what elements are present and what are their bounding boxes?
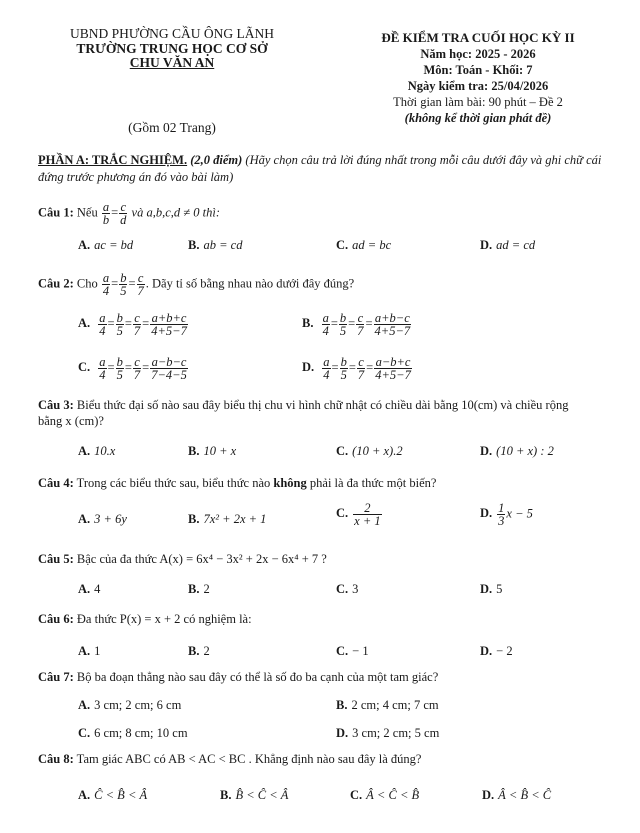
question-7-text: Bộ ba đoạn thẳng nào sau đây có thể là số đo ba cạnh của một tam giác? (73, 670, 439, 684)
section-title: PHẦN A: TRẮC NGHIỆM. (38, 153, 188, 167)
q6-option-d: D. − 2 (480, 644, 513, 658)
q3-option-b: B. 10 + x (188, 444, 237, 458)
q1-option-a: A. ac = bd (78, 238, 134, 252)
question-6-text: Đa thức P(x) = x + 2 có nghiệm là: (73, 612, 252, 626)
question-2-post: . Dãy tỉ số bằng nhau nào dưới đây đúng? (145, 276, 355, 291)
q7-option-a: A. 3 cm; 2 cm; 6 cm (78, 698, 182, 712)
fraction-c-d: $\frac{c}{d}$ (120, 200, 127, 227)
subject: Môn: Toán - Khối: 7 (423, 63, 533, 77)
question-5-label: Câu 5: (38, 552, 74, 566)
question-7-label: Câu 7: (38, 670, 74, 684)
question-6-label: Câu 6: (38, 612, 74, 626)
q5-option-a: A. 4 (78, 582, 101, 596)
q5-option-c: C. 3 (336, 582, 359, 596)
question-1-post: và a,b,c,d ≠ 0 thì: (131, 205, 220, 220)
q2-option-b: B. $\frac{a}{4}$ = $\frac{b}{5}$ = $\frac{c}{7}$ = $\frac{a+b-c}{4+5-7}$ (302, 311, 411, 338)
q7-option-c: C. 6 cm; 8 cm; 10 cm (78, 726, 188, 740)
exam-time-note: (không kể thời gian phát đề) (404, 111, 552, 125)
q4-option-c: C. $\frac{2}{x + 1}$ (336, 501, 381, 528)
exam-time: Thời gian làm bài: 90 phút – Đề 2 (393, 95, 563, 109)
question-4-text-b: phải là đa thức một biến? (306, 476, 437, 490)
q8-option-a: A. Ĉ < B̂ < Â (78, 788, 148, 802)
exam-title: ĐỀ KIỂM TRA CUỐI HỌC KỲ II (381, 30, 575, 45)
question-6 (38, 612, 252, 627)
fraction-a-b: $\frac{a}{b}$ (102, 200, 110, 227)
q6-option-c: C. − 1 (336, 644, 369, 658)
q3-option-d: D. (10 + x) : 2 (480, 444, 554, 458)
q1-option-d: D. ad = cd (480, 238, 536, 252)
school-district: UBND PHƯỜNG CẦU ÔNG LÃNH (70, 26, 274, 41)
q3-option-c: C. (10 + x).2 (336, 444, 403, 458)
eq-sign: = (111, 205, 119, 220)
q5-option-d: D. 5 (480, 582, 503, 596)
q7-option-d: D. 3 cm; 2 cm; 5 cm (336, 726, 440, 740)
page-count: (Gồm 02 Trang) (128, 120, 216, 135)
school-year: Năm học: 2025 - 2026 (420, 47, 536, 61)
question-1-label: Câu 1: (38, 205, 74, 220)
question-5 (38, 552, 327, 567)
question-3-text: Biểu thức đại số nào sau đây biểu thị chu vi hình chữ nhật có chiều dài bằng 10(cm) và chiều rộng (73, 398, 569, 412)
q2-option-a: A. $\frac{a}{4}$ = $\frac{b}{5}$ = $\frac{c}{7}$ = $\frac{a+b+c}{4+5-7}$ (78, 311, 187, 338)
q4-option-b: B. 7x² + 2x + 1 (188, 512, 267, 526)
q4-option-a: A. 3 + 6y (78, 512, 127, 526)
q8-option-d: D. Â < B̂ < Ĉ (482, 788, 552, 802)
school-name-2: CHU VĂN AN (129, 55, 215, 70)
q6-option-a: A. 1 (78, 644, 101, 658)
q1-option-b: B. ab = cd (188, 238, 243, 252)
question-4-text-a: Trong các biểu thức sau, biểu thức nào (73, 476, 274, 490)
q4-option-d: D. $\frac{1}{3}$ x − 5 (480, 501, 533, 528)
q8-option-b: B. B̂ < Ĉ < Â (220, 788, 289, 802)
q1-option-c: C. ad = bc (336, 238, 392, 252)
q7-option-b: B. 2 cm; 4 cm; 7 cm (336, 698, 439, 712)
section-instruction: (Hãy chọn câu trả lời đúng nhất trong mỗi câu dưới đây và ghi chữ cái đứng trước phương án đó vào bài làm) (38, 153, 602, 184)
section-heading (38, 152, 618, 186)
q8-option-c: C. Â < Ĉ < B̂ (350, 788, 420, 802)
question-3 (38, 398, 568, 413)
question-5-text: Bậc của đa thức A(x) = 6x⁴ − 3x² + 2x − 6x⁴ + 7 ? (73, 552, 327, 566)
question-8-label: Câu 8: (38, 752, 74, 766)
section-points: (2,0 điểm) (187, 153, 246, 167)
question-2-pre: Cho (73, 276, 101, 291)
question-3-label: Câu 3: (38, 398, 74, 412)
question-7 (38, 670, 438, 685)
q2-option-d: D. $\frac{a}{4}$ = $\frac{b}{5}$ = $\frac{c}{7}$ = $\frac{a-b+c}{4+5-7}$ (302, 355, 411, 382)
question-1-pre: Nếu (73, 205, 101, 220)
question-1 (38, 201, 220, 226)
question-2: Câu 2: Cho $\frac{a}{4}$ = $\frac{b}{5}$ = $\frac{c}{7}$ . Dãy tỉ số bằng nhau nào dưới đây đúng? (38, 271, 355, 298)
question-4 (38, 476, 436, 491)
question-4-label: Câu 4: (38, 476, 74, 490)
q2-option-c: C. $\frac{a}{4}$ = $\frac{b}{5}$ = $\frac{c}{7}$ = $\frac{a-b-c}{7-4-5}$ (78, 355, 187, 382)
school-name: TRƯỜNG TRUNG HỌC CƠ SỞ (76, 41, 268, 56)
question-8 (38, 752, 421, 767)
question-8-text: Tam giác ABC có AB < AC < BC . Khẳng định nào sau đây là đúng? (73, 752, 422, 766)
q6-option-b: B. 2 (188, 644, 210, 658)
question-2-label: Câu 2: (38, 276, 74, 291)
exam-date: Ngày kiểm tra: 25/04/2026 (407, 79, 549, 93)
q3-option-a: A. 10.x (78, 444, 116, 458)
q5-option-b: B. 2 (188, 582, 210, 596)
question-4-bold: không (273, 476, 307, 490)
question-3-line2: bằng x (cm)? (38, 414, 104, 428)
